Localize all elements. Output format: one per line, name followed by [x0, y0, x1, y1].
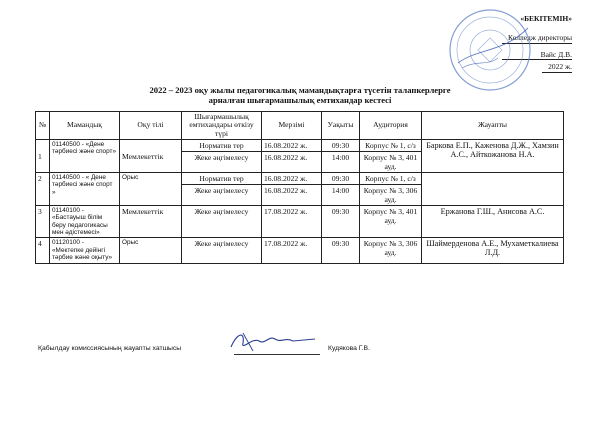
row-responsible: Баркова Е.П., Каженова Д.Ж., Хамзин А.С., Айткожанова Н.А. [422, 140, 564, 173]
session-time: 09:30 [322, 173, 360, 185]
row-language: Орыс [120, 173, 182, 206]
row-specialty: 01140500 - «Дене тәрбиесі және спорт» [50, 140, 120, 173]
page-title [60, 86, 540, 106]
session-date: 16.08.2022 ж. [262, 152, 322, 173]
title-line-2: арналған шығармашылық емтихандар кестесі [208, 94, 392, 105]
col-header-language: Оқу тілі [120, 112, 182, 140]
session-type: Жеке әңгімелесу [182, 185, 262, 206]
session-room: Корпус № 1, с/з [360, 173, 422, 185]
row-language: Орыс [120, 238, 182, 263]
approval-year: 2022 ж. [442, 62, 572, 72]
session-time: 09:30 [322, 238, 360, 263]
col-header-responsible: Жауапты [422, 112, 564, 140]
row-specialty: 01140100 - «Бастауыш білім беру педагогикасы мен әдістемесі» [50, 206, 120, 238]
row-language: Мемлекеттік [120, 206, 182, 238]
session-date: 17.08.2022 ж. [262, 238, 322, 263]
session-room: Корпус № 3, 401 ауд. [360, 152, 422, 173]
session-room: Корпус № 3, 401 ауд. [360, 206, 422, 238]
session-date: 16.08.2022 ж. [262, 173, 322, 185]
approval-heading: «БЕКІТЕМІН» [520, 14, 572, 23]
row-language: Мемлекеттік [120, 140, 182, 173]
row-num: 1 [36, 140, 50, 173]
session-date: 16.08.2022 ж. [262, 140, 322, 152]
schedule-table [35, 111, 564, 264]
footer-signature-block [38, 345, 558, 352]
row-num: 2 [36, 173, 50, 206]
session-date: 16.08.2022 ж. [262, 185, 322, 206]
session-time: 14:00 [322, 185, 360, 206]
session-time: 09:30 [322, 140, 360, 152]
session-type: Норматив тер [182, 173, 262, 185]
col-header-exam-type: Шығармашылық емтихандары өткізу түрі [182, 112, 262, 140]
table-header-row [36, 112, 564, 140]
row-responsible: Шаймерденова А.Е., Мухаметкалиева Л.Д. [422, 238, 564, 263]
col-header-time: Уақыты [322, 112, 360, 140]
session-type: Жеке әңгімелесу [182, 152, 262, 173]
table-row [36, 238, 564, 263]
row-num: 3 [36, 206, 50, 238]
row-num: 4 [36, 238, 50, 263]
session-type: Жеке әңгімелесу [182, 238, 262, 263]
session-room: Корпус № 3, 306 ауд. [360, 185, 422, 206]
session-room: Корпус № 3, 306 ауд. [360, 238, 422, 263]
row-specialty: 01120100 - «Мектепке дейінгі тәрбие және оқыту» [50, 238, 120, 263]
session-type: Норматив тер [182, 140, 262, 152]
seal-stamp-icon [448, 8, 532, 92]
row-responsible [422, 173, 564, 206]
handwritten-signature-icon [223, 327, 323, 357]
session-room: Корпус № 1, с/з [360, 140, 422, 152]
table-row [36, 140, 564, 152]
footer-name: Кудякова Г.В. [328, 345, 370, 352]
col-header-specialty: Мамандық [50, 112, 120, 140]
row-responsible: Ержанова Г.Ш., Анисова А.С. [422, 206, 564, 238]
col-header-room: Аудитория [360, 112, 422, 140]
session-time: 14:00 [322, 152, 360, 173]
approval-director: Колледж директоры [442, 33, 572, 43]
session-type: Жеке әңгімелесу [182, 206, 262, 238]
row-specialty: 01140500 - « Дене тәрбиесі және спорт » [50, 173, 120, 206]
col-header-num: № [36, 112, 50, 140]
footer-label: Қабылдау комиссиясының жауапты хатшысы [38, 345, 182, 352]
session-date: 17.08.2022 ж. [262, 206, 322, 238]
table-row [36, 173, 564, 185]
signature-line [234, 354, 320, 355]
col-header-date: Мерзімі [262, 112, 322, 140]
approval-name: Вайс Д.В. [442, 50, 572, 60]
title-line-1: 2022 – 2023 оқу жылы педагогикалық мамандықтарға түсетін талапкерлерге [149, 85, 451, 95]
session-time: 09:30 [322, 206, 360, 238]
table-row [36, 206, 564, 238]
